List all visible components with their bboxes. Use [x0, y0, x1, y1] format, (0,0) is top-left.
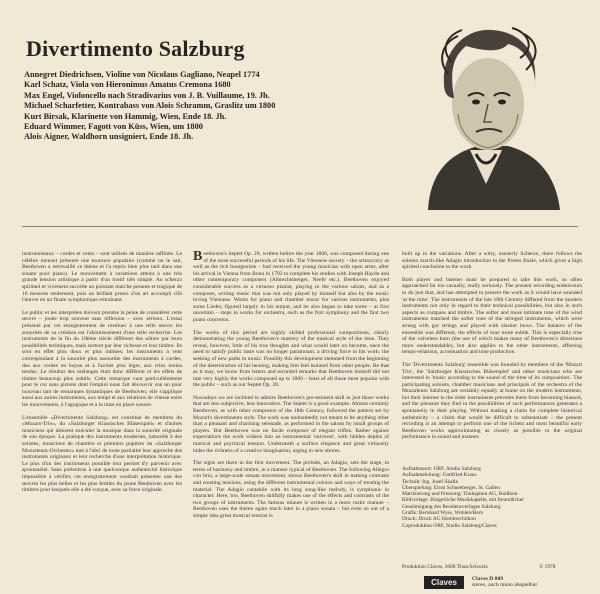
credit-line: Genehmigung des Residenzverlages Salzburg — [402, 503, 501, 510]
musician-line: Karl Schatz, Viola von Hieronimus Amatus Cremona 1680 — [24, 80, 231, 90]
production-line — [402, 564, 555, 570]
credit-line: Matrizierung und Pressung: Tonkaphon AG, Rudikon — [402, 491, 518, 498]
beethoven-portrait — [388, 14, 584, 210]
credit-line: Coproduktion ORF, Studio Salzburg/Claves — [402, 522, 497, 529]
credit-line: Bildvorlage: Bürgerliche Musikkapelle, mit freundlicher — [402, 497, 524, 504]
notes-paragraph: The works of this period are highly skilled professional compositions, clearly demonstrating the young Beethoven's mastery of the musical style of the time. They reveal, however, little of his true thoughts and what would later on become, once the need to satisfy public taste was no longer paramount, a driving force in his work: the seeking of new paths in music. Possibly this development stemmed from the beginning of the deterioration of his hearing, making him feel isolated from other people. Be that as it may, we know from letters and recorded remarks that Beethoven himself did not rate very highly the works composed up to 1800 – least of all those most popular with the public – such as our Septet Op. 20. — [193, 329, 389, 389]
notes-paragraph: Le public et les interprètes doivent prendre la peine de considérer cette œuvre – jouée trop souvent sans réflexion – avec sérieux. L'essai présenté par cet enregistrement de restituer à une telle œuvre les sonorités de sa création est l'aboutissement d'une telle recherche. Les instruments de la fin du 18ème siècle différent des nôtres par leurs possibilités techniques, mais surtout par leur richesse et leur timbre. Ils sont en effet plus doux et plus intimes; les instruments à vent correspondant à la sonorité plus assourdie des instruments à cordes, dus aux cordes en boyau et à l'archet plus léger, aux crins moins tendus. Le résultat des mélanges était donc différent et les effets de timbre beaucoup plus subtils. Cette remarque vaut particulièrement pour le cor sans pistons dont l'emploi nous fait découvrir son un pour nouveau tant de remarques dynamiques de Beethoven; elle s'applique aussi aux autres instruments, aux tempi et aux relations de vitesse entre les mouvements, à l'agogique et à la mise en place sonore. — [22, 309, 182, 409]
notes-text: eethoven's Septet Op. 20, written before the year 1800, was composed during one of the most successful periods of his life. The Viennese society – the aristocracy as well as the rich bourgeoisie – had received the young musician with open arms, after his arrival in Vienna from Bonn in 1792 to complete his studies with Joseph Haydn and other contemporary composers (Albrechtsberger, Neefe etc.). Beethoven enjoyed considerable success as a virtuoso pianist, playing in the various salons, and as a composer, writing music that was not only played by himself but also by the music loving Viennese. Works for piano and chamber music for various instruments, plus some Lieder, figured largely in his output, and he also began to take some – at first uncertain – steps in works for orchestra, such as the first symphony and the first two piano concertos. — [193, 251, 389, 323]
notes-paragraph: L'ensemble «Divertimento Salzburg» est constitué de membres du «Mozart-Trio», du «Salzburger Klassisches Bläserspiel» et d'autres musiciens qui désirent exécuter la musique dans la sonorité originale de son époque. La pratique des instruments modernes, naturelle à des solistes, musiciens de chambre et premiers pupitres du «Salzburger Mozarteum-Orchester» met à l'abri de toute partialité leur approche des instruments originaux et leur recherche d'une interprétation historique. Le plus d'un des instruments possible leur permet d'y parvenir avec spontanéité. Sans prétention à une quelconque authenticité historique impossible à vérifier, cet enregistrement voudrait présenter une des œuvres les plus belles et les plus fertiles du jeune Beethoven avec les timbres pour lesquels elle a été conçue, avec sa force originale. — [22, 414, 182, 494]
page-title: Divertimento Salzburg — [26, 36, 245, 61]
credit-line: Grafik: Bernhard Wyss, Wohlen/Bern — [402, 510, 484, 517]
notes-paragraph: The 'Divertimento Salzburg' ensemble was founded by members of the 'Mozart Trio', the 'Salzburger Klassisches Bläserspiel' and other musicians who are interested in 'music according to the sound of the time of its composition'. The participating soloists, chamber musicians and principals of the orchestra of the Mozarteum Salzburg are certainly equally at home on the modern instruments, but their interest in the older instruments prevents them from becoming biassed, and the pleasure they find in the possibilities of such performances generates a spontaneity in their playing. Without making a claim for complete historical authenticity – a claim that would be difficult to substantiate – the present recording is an attempt to perform one of the richest and most beautiful early Beethoven works approximating as closely as possible to the original performance in sound and manner. — [402, 361, 582, 441]
production-company: Produktion Claves, 3600 Thun/Schweiz — [402, 564, 488, 570]
english-notes-column-continued — [402, 251, 582, 447]
musician-line: Eduard Wimmer, Fagott von Küss, Wien, um 1800 — [24, 122, 203, 132]
musician-line: Max Engel, Violoncello nach Stradivarius von J. B. Vuillaume, 19. Jh. — [24, 90, 270, 100]
notes-paragraph — [193, 251, 389, 324]
musician-line: Kurt Birsak, Klarinette von Hammig, Wien, Ende 18. Jh. — [24, 111, 227, 121]
musician-line: Annegret Diedrichsen, Violine von Nicolaus Gagliano, Neapel 1774 — [24, 70, 260, 79]
credit-line: Überspielung: Ernst Schneeberger, St. Gallen — [402, 484, 500, 491]
claves-logo: Claves — [424, 576, 464, 589]
divider — [22, 226, 578, 227]
notes-paragraph: Nowadays we are inclined to admire Beethoven's pre-eminent skill in just those works that are less subjective, less innovative. The Septet is a good example. Almost certainly Beethoven, as with other composers of the 18th Century, followed the pattern set by Mozart's divertimento style. The work was undoubtedly not meant to be anything other than a pleasant and charming serenade, as performed in the salons by small groups of players. But Beethoven was no facile composer of elegant trifles. Rather against expectations the work widens into an instrumental 'universe', with hidden depths of musical and psychical tension. Underneath a surface elegance and great virtuosity hides the richness of a creative imagination, urging to new shores. — [193, 394, 389, 454]
english-notes-column — [193, 251, 389, 526]
musician-line: Alois Aigner, Waldhorn unsigniert, Ende 18. Jh. — [24, 132, 194, 142]
catalog-note: stereo, auch mono abspielbar — [472, 582, 538, 589]
catalog-info — [472, 576, 537, 589]
notes-paragraph: Both player and listener must be prepared to take this work, so often approached far too casually, really seriously. The present recording endeavours to do just that, and has attempted to present the work as it would have sounded 'at the time'. The instruments of the late 18th Century differed from the modern instruments not only in regard to their technical possibilities, but also in such aspects as compass and timbre. The softer and more intimate tone of the wind instruments matched the softer tone of the stringed instruments, which were strung with gut strings and played with slacker bows. The balance of the ensemble was different, the effects of tone more subtle. This is especially true of the valveless horn (the use of which makes many of Beethoven's directions more understandable), but also applies to the other instruments, affecting tempo-relations, accentuation and tone production. — [402, 276, 582, 356]
french-notes-column — [22, 251, 182, 500]
musician-line: Michael Scharfetter, Kontrabass von Alois Schramm, Graslitz um 1800 — [24, 101, 276, 111]
musician-list — [24, 70, 314, 143]
notes-paragraph: instrumentaux – cordes et vents – sont utilisés de manière raffinée. Le célèbre menuet présente une tournure populaire (comme on le sait, Beethoven a retravaillé ce thème et l'a repris bien plus tard dans une sonate pour piano). Le mouvement à variations atteint à une très grande tension artistique à partir d'un motif très simple. Au scherzo spirituel et vivement succède un puissant marche pesante et tragique de 16 mesures seulement, puis un brillant presto d'un art accompli clôt l'œuvre en un finale symphonique entraînant. — [22, 251, 182, 304]
production-credits — [402, 466, 582, 529]
copyright-year: © 1978 — [539, 564, 556, 570]
credit-line: Aufnahmeort: ORF, Studio Salzburg — [402, 466, 481, 472]
notes-paragraph: built up in the variations. After a witty, masterly Scherzo, there follows the solemn march-like Adagio introduction to the Presto finale, which gives a high spirited conclusion to the work. — [402, 251, 582, 271]
notes-paragraph: The signs are there in the first movement. The prelude, an Adagio, sets the stage, in terms of harmony and timbre, in a manner typical of Beethoven. The following Allegro con brio, a large-scale sonata movement, shows Beethoven's skill in making contrasts and creating tensions, using the different instrumental colours and ways of treating the material. The Adagio cantabile with its long song-like melody, is symphonic in character. Here, too, Beethoven skilfully makes use of the effects and contrasts of the two groups of instruments. The famous minuet is written in a more rustic manner – Beethoven uses the theme again much later in a piano sonata – but even so out of a simple idea great musical tension is — [193, 460, 389, 519]
credit-line: Aufnahmeleitung: Gottfried Kraus — [402, 472, 477, 479]
catalog-number: Claves D 809 — [472, 576, 504, 582]
credit-line: Druck: Druck AG Hombrechtikon — [402, 516, 476, 523]
credit-line: Technik: Ing. Josef Skalla — [402, 478, 458, 485]
drop-cap: B — [193, 249, 203, 264]
